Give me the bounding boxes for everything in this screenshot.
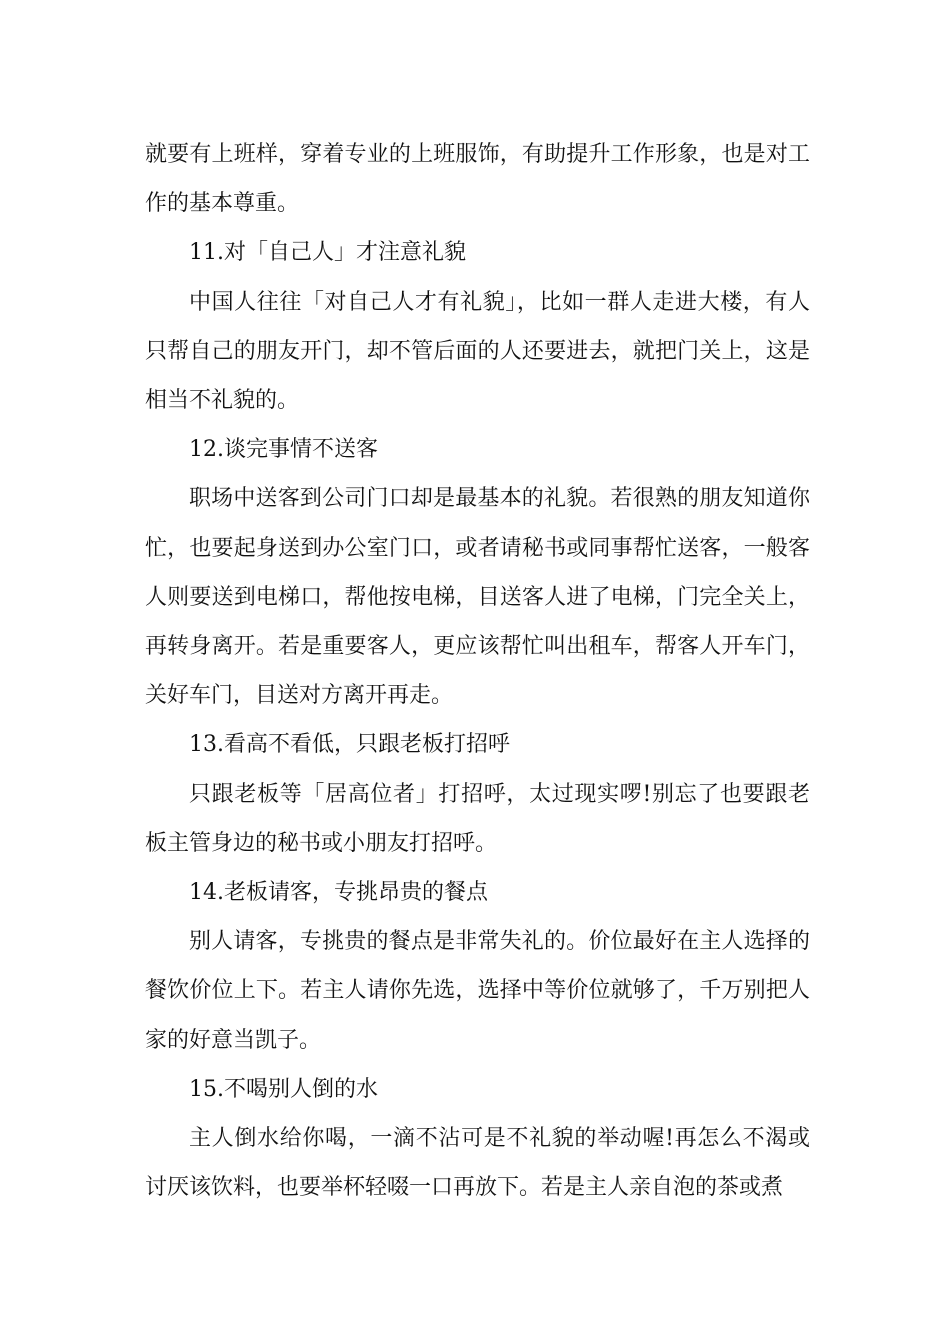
paragraph-14: 别人请客，专挑贵的餐点是非常失礼的。价位最好在主人选择的餐饮价位上下。若主人请你先选，选择中等价位就够了，千万别把人家的好意当凯子。 [145,929,810,1053]
section-heading-11: 11.对「自己人」才注意礼貌 [189,240,466,266]
section-heading-15: 15.不喝别人倒的水 [189,1076,378,1102]
paragraph-11: 中国人往往「对自己人才有礼貌」，比如一群人走进大楼，有人只帮自己的朋友开门，却不管后面的人还要进去，就把门关上，这是相当不礼貌的。 [145,289,810,414]
section-heading-12: 12.谈完事情不送客 [189,437,378,463]
paragraph-12: 职场中送客到公司门口却是最基本的礼貌。若很熟的朋友知道你忙，也要起身送到办公室门口，或者请秘书或同事帮忙送客，一般客人则要送到电梯口，帮他按电梯，目送客人进了电梯，门完全关上，再转身离开。若是重要客人，更应该帮忙叫出租车，帮客人开车门，关好车门，目送对方离开再走。 [145,486,810,709]
paragraph-13: 只跟老板等「居高位者」打招呼，太过现实啰!别忘了也要跟老板主管身边的秘书或小朋友打招呼。 [145,781,810,856]
document-body [145,130,810,1212]
paragraph-15: 主人倒水给你喝，一滴不沾可是不礼貌的举动喔!再怎么不渴或讨厌该饮料，也要举杯轻啜一口再放下。若是主人亲自泡的茶或煮 [145,1126,810,1201]
paragraph-continuation: 就要有上班样，穿着专业的上班服饰，有助提升工作形象，也是对工作的基本尊重。 [145,142,810,217]
section-heading-14: 14.老板请客，专挑昂贵的餐点 [189,880,488,906]
section-heading-13: 13.看高不看低，只跟老板打招呼 [189,732,510,758]
